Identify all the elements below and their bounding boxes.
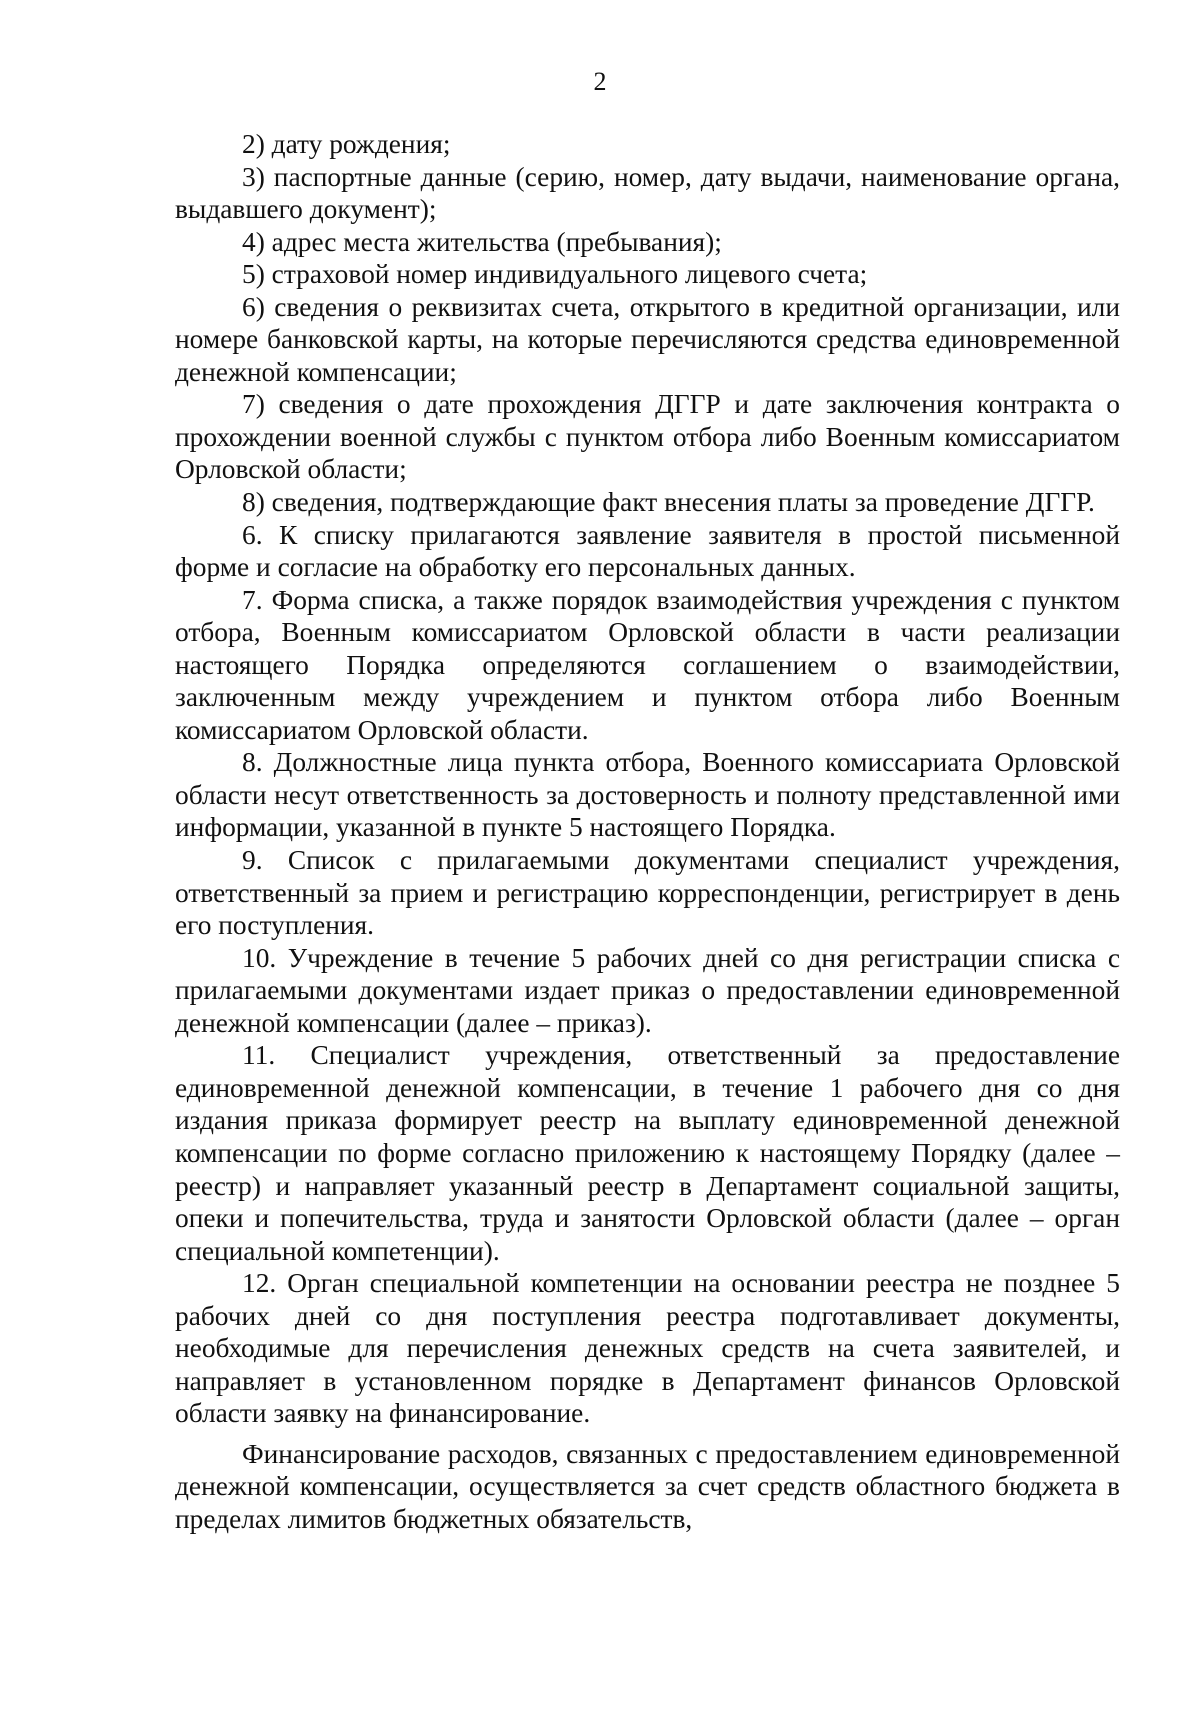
paragraph-item-6: 6) сведения о реквизитах счета, открытого в кредитной организации, или номере банковской карты, на которые перечисляются средства единовременной денежной компенсации; <box>175 291 1120 387</box>
paragraph-clause-11: 11. Специалист учреждения, ответственный за предоставление единовременной денежной компенсации, в течение 1 рабочего дня со дня издания приказа формирует реестр на выплату единовременной денежной компенсации по форме согласно приложению к настоящему Порядку (далее – реестр) и направляет указанный реестр в Департамент социальной защиты, опеки и попечительства, труда и занятости Орловской области (далее – орган специальной компетенции). <box>175 1040 1120 1266</box>
paragraph-item-5: 5) страховой номер индивидуального лицевого счета; <box>242 259 868 290</box>
paragraph-clause-6: 6. К списку прилагаются заявление заявителя в простой письменной форме и согласие на обработку его персональных данных. <box>175 519 1120 583</box>
paragraph-item-2: 2) дату рождения; <box>242 129 451 159</box>
paragraph-item-7: 7) сведения о дате прохождения ДГГР и дате заключения контракта о прохождении военной службы с пунктом отбора либо Военным комиссариатом Орловской области; <box>175 389 1120 485</box>
paragraph-item-3: 3) паспортные данные (серию, номер, дату выдачи, наименование органа, выдавшего документ); <box>175 161 1120 225</box>
paragraph-clause-7: 7. Форма списка, а также порядок взаимодействия учреждения с пунктом отбора, Военным комиссариатом Орловской области в части реализации настоящего Порядка определяются соглашением о взаимодействии, заключенным между учреждением и пунктом отбора либо Военным комиссариатом Орловской области. <box>175 584 1120 745</box>
paragraph-clause-10: 10. Учреждение в течение 5 рабочих дней со дня регистрации списка с прилагаемыми документами издает приказ о предоставлении единовременной денежной компенсации (далее – приказ). <box>175 942 1120 1038</box>
document-body <box>175 128 1120 1536</box>
paragraph-clause-9: 9. Список с прилагаемыми документами специалист учреждения, ответственный за прием и регистрацию корреспонденции, регистрирует в день его поступления. <box>175 845 1120 941</box>
page-number: 2 <box>593 67 607 96</box>
paragraph-financing: Финансирование расходов, связанных с предоставлением единовременной денежной компенсации, осуществляется за счет средств областного бюджета в пределах лимитов бюджетных обязательств, <box>175 1438 1120 1534</box>
paragraph-item-8: 8) сведения, подтверждающие факт внесения платы за проведение ДГГР. <box>242 487 1095 518</box>
paragraph-clause-12: 12. Орган специальной компетенции на основании реестра не позднее 5 рабочих дней со дня поступления реестра подготавливает документы, необходимые для перечисления денежных средств на счета заявителей, и направляет в установленном порядке в Департамент финансов Орловской области заявку на финансирование. <box>175 1268 1120 1429</box>
paragraph-clause-8: 8. Должностные лица пункта отбора, Военного комиссариата Орловской области несут ответственность за достоверность и полноту представленной ими информации, указанной в пункте 5 настоящего Порядка. <box>175 747 1120 843</box>
paragraph-item-4: 4) адрес места жительства (пребывания); <box>242 226 722 257</box>
